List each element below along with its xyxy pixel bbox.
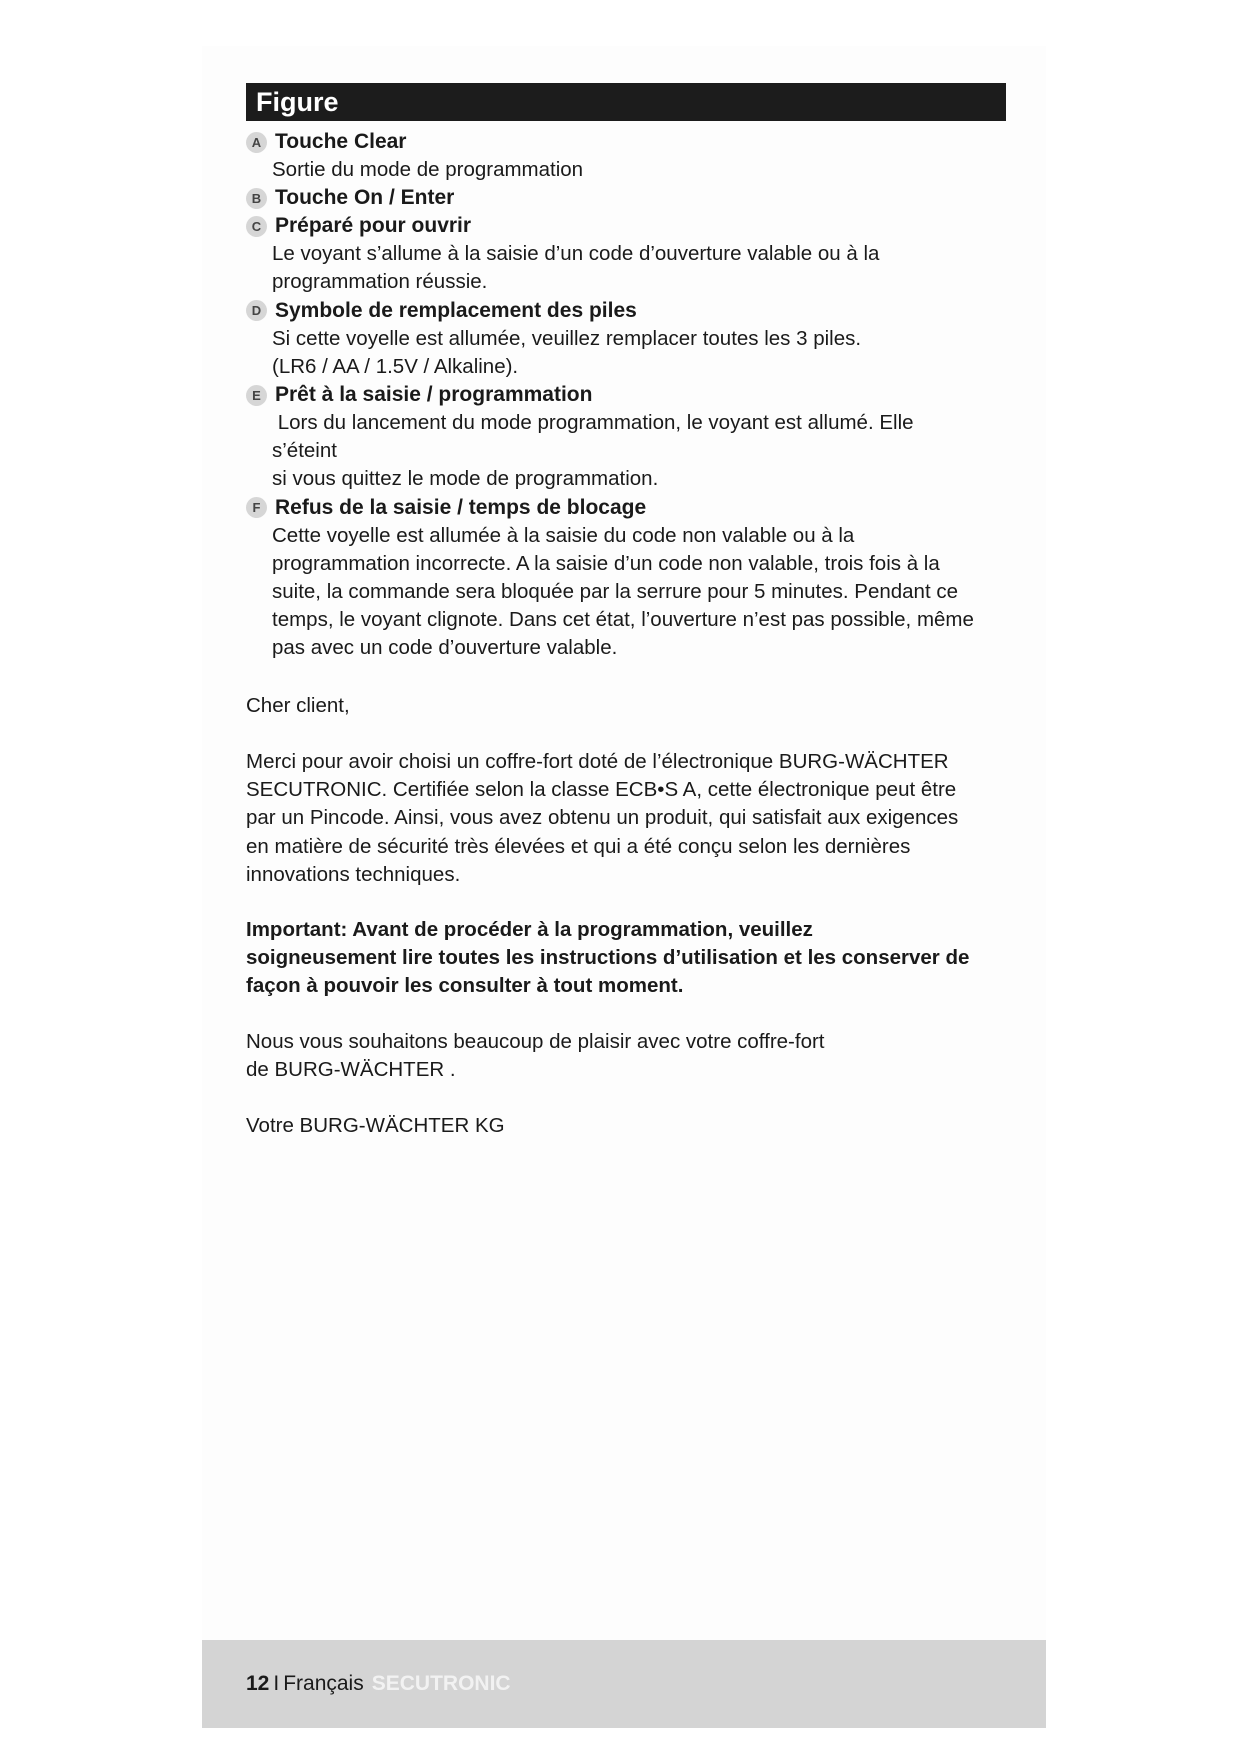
footer [246, 1670, 511, 1698]
figure-heading: Figure [246, 83, 1006, 121]
legend-desc-line: Lors du lancement du mode programmation, le voyant est allumé. Elle [272, 411, 914, 435]
legend-desc-line: temps, le voyant clignote. Dans cet état, l’ouverture n’est pas possible, même [272, 608, 974, 632]
badge-f-icon: F [246, 497, 267, 518]
legend-item-b [246, 184, 1016, 212]
legend-title: Prêt à la saisie / programmation [275, 383, 593, 407]
legend-title: Refus de la saisie / temps de blocage [275, 495, 647, 519]
legend-desc-line: s’éteint [272, 439, 337, 463]
figure-legend [246, 128, 1016, 663]
badge-b-icon: B [246, 188, 267, 209]
legend-desc-line: programmation incorrecte. A la saisie d’un code non valable, trois fois à la [272, 551, 940, 575]
legend-title: Touche Clear [275, 130, 407, 153]
wish-line: de BURG-WÄCHTER . [246, 1058, 456, 1082]
legend-desc-line: programmation réussie. [272, 270, 488, 294]
intro-line: en matière de sécurité très élevées et qui a été conçu selon les dernières [246, 834, 911, 858]
legend-item-d [246, 297, 1016, 381]
badge-d-icon: D [246, 300, 267, 321]
intro-line: par un Pincode. Ainsi, vous avez obtenu un produit, qui satisfait aux exigences [246, 806, 959, 830]
letter-intro [246, 748, 1016, 889]
legend-desc-line: Le voyant s’allume à la saisie d’un code d’ouverture valable ou à la [272, 242, 880, 266]
badge-e-icon: E [246, 385, 267, 406]
page-number: 12 [246, 1672, 270, 1695]
footer-brand: SECUTRONIC [371, 1672, 511, 1695]
letter-greeting: Cher client, [246, 694, 350, 717]
legend-desc-line: Cette voyelle est allumée à la saisie du code non valable ou à la [272, 523, 855, 547]
legend-title: Symbole de remplacement des piles [275, 298, 637, 322]
legend-item-f [246, 494, 1016, 663]
legend-desc-line: si vous quittez le mode de programmation. [272, 467, 659, 491]
legend-desc-line: Si cette voyelle est allumée, veuillez remplacer toutes les 3 piles. [272, 326, 862, 350]
badge-a-icon: A [246, 132, 267, 153]
important-line: soigneusement lire toutes les instructions d’utilisation et les conserver de [246, 946, 970, 970]
intro-line: SECUTRONIC. Certifiée selon la classe ECB•S A, cette électronique peut être [246, 778, 957, 802]
intro-line: Merci pour avoir choisi un coffre-fort doté de l’électronique BURG-WÄCHTER [246, 750, 949, 773]
legend-title: Préparé pour ouvrir [275, 214, 472, 238]
legend-desc-line: (LR6 / AA / 1.5V / Alkaline). [272, 354, 519, 378]
legend-item-e [246, 381, 1016, 494]
important-line: façon à pouvoir les consulter à tout moment. [246, 974, 684, 998]
legend-title: Touche On / Enter [275, 186, 455, 210]
footer-language: Français [283, 1672, 364, 1695]
legend-item-c [246, 212, 1016, 296]
letter-signature: Votre BURG-WÄCHTER KG [246, 1114, 505, 1137]
legend-desc-line: Sortie du mode de programmation [272, 158, 584, 181]
legend-item-a [246, 128, 1016, 184]
wish-line: Nous vous souhaitons beaucoup de plaisir avec votre coffre-fort [246, 1030, 825, 1053]
important-notice [246, 916, 1016, 1001]
letter-wish [246, 1028, 1016, 1084]
important-line: Important: Avant de procéder à la programmation, veuillez [246, 918, 813, 941]
footer-separator: I [273, 1672, 280, 1695]
intro-line: innovations techniques. [246, 862, 461, 886]
legend-desc-line: pas avec un code d’ouverture valable. [272, 636, 618, 660]
badge-c-icon: C [246, 216, 267, 237]
legend-desc-line: suite, la commande sera bloquée par la serrure pour 5 minutes. Pendant ce [272, 580, 958, 604]
